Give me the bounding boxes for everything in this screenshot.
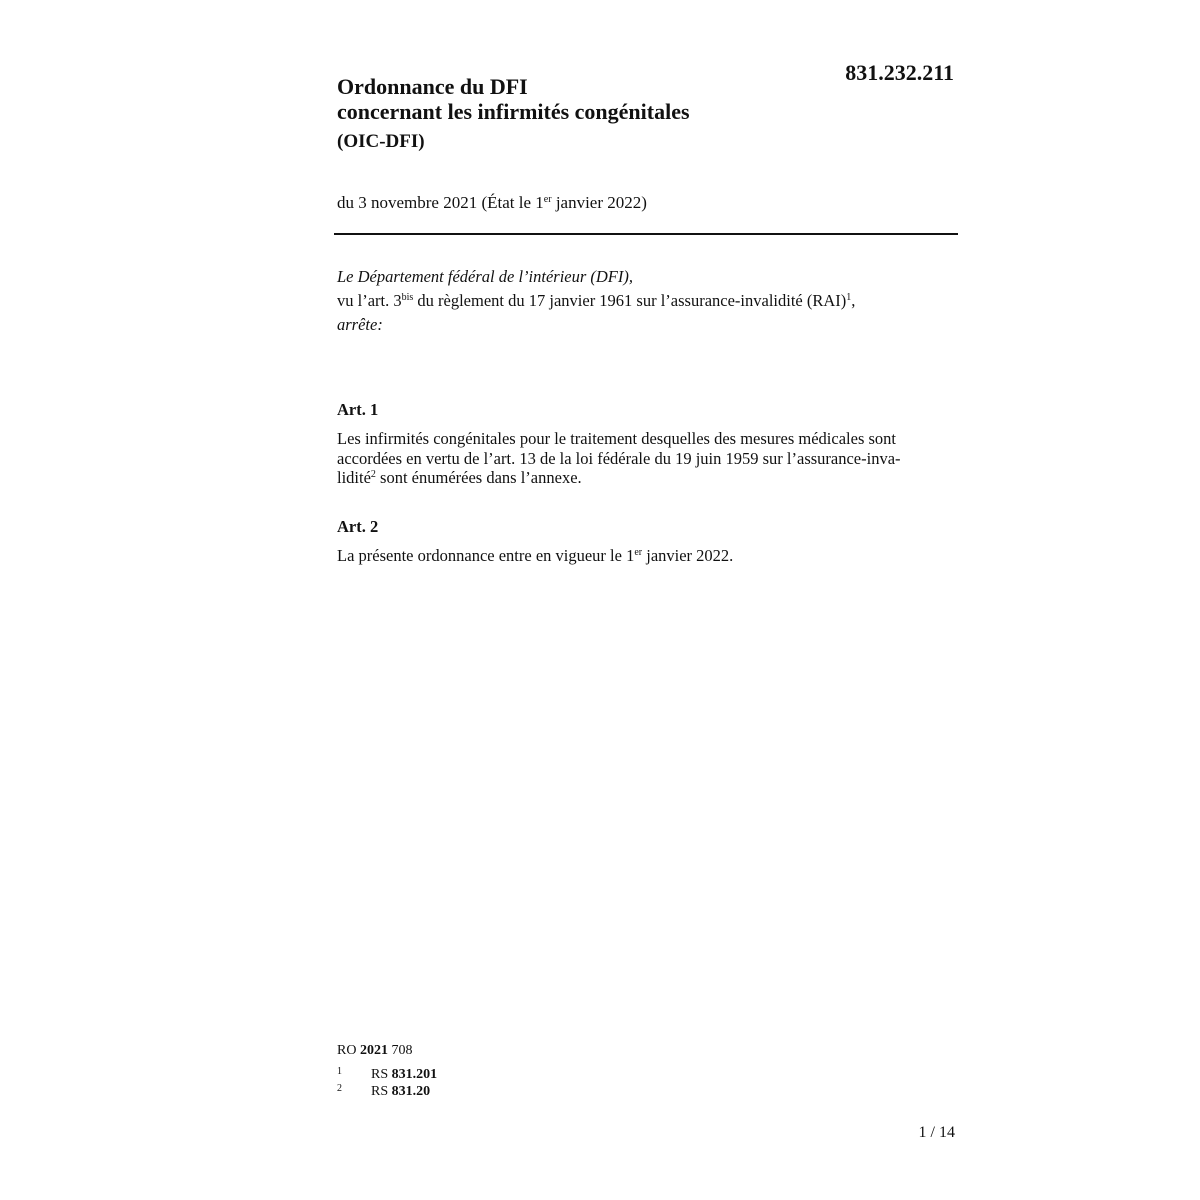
footnote-1: 1 RS 831.201 <box>337 1066 438 1082</box>
preamble <box>337 265 957 337</box>
footnote-ref-1[interactable]: 1 <box>846 292 852 303</box>
article-1-heading: Art. 1 <box>337 400 379 419</box>
article-2-text: La présente ordonnance entre en vigueur le 1er janvier 2022. <box>337 546 734 565</box>
title-line-2: concernant les infirmités congénitales <box>337 99 690 124</box>
preamble-authority: Le Département fédéral de l’intérieur (DFI), <box>337 267 634 286</box>
footnote-2: 2 RS 831.20 <box>337 1083 431 1099</box>
short-title: (OIC-DFI) <box>337 131 425 152</box>
document-date: du 3 novembre 2021 (État le 1er janvier 2022) <box>337 193 647 212</box>
page-number: 1 / 14 <box>918 1124 955 1141</box>
preamble-decree: arrête: <box>337 315 383 334</box>
article-2-heading: Art. 2 <box>337 517 379 536</box>
ro-reference: RO 2021 708 <box>337 1043 413 1058</box>
preamble-basis: vu l’art. $3^{bis}$ du règlement du 17 janvier 1961 sur l’assurance-invalidité (RAI)$^1$, <box>337 291 856 310</box>
footnote-ref-2[interactable]: 2 <box>370 469 376 480</box>
article-1-text: Les infirmités congénitales pour le traitement desquelles des mesures médicales sont accordées en vertu de l’art. 13 de la loi fédérale du 19 juin 1959 sur l’assurance-inva- lidité$^2$ sont énumérées dans l’annexe. <box>337 429 901 487</box>
sr-number: 831.232.211 <box>845 60 954 85</box>
horizontal-rule <box>334 233 958 235</box>
title-line-1: Ordonnance du DFI <box>337 74 528 99</box>
document-title <box>337 74 690 124</box>
